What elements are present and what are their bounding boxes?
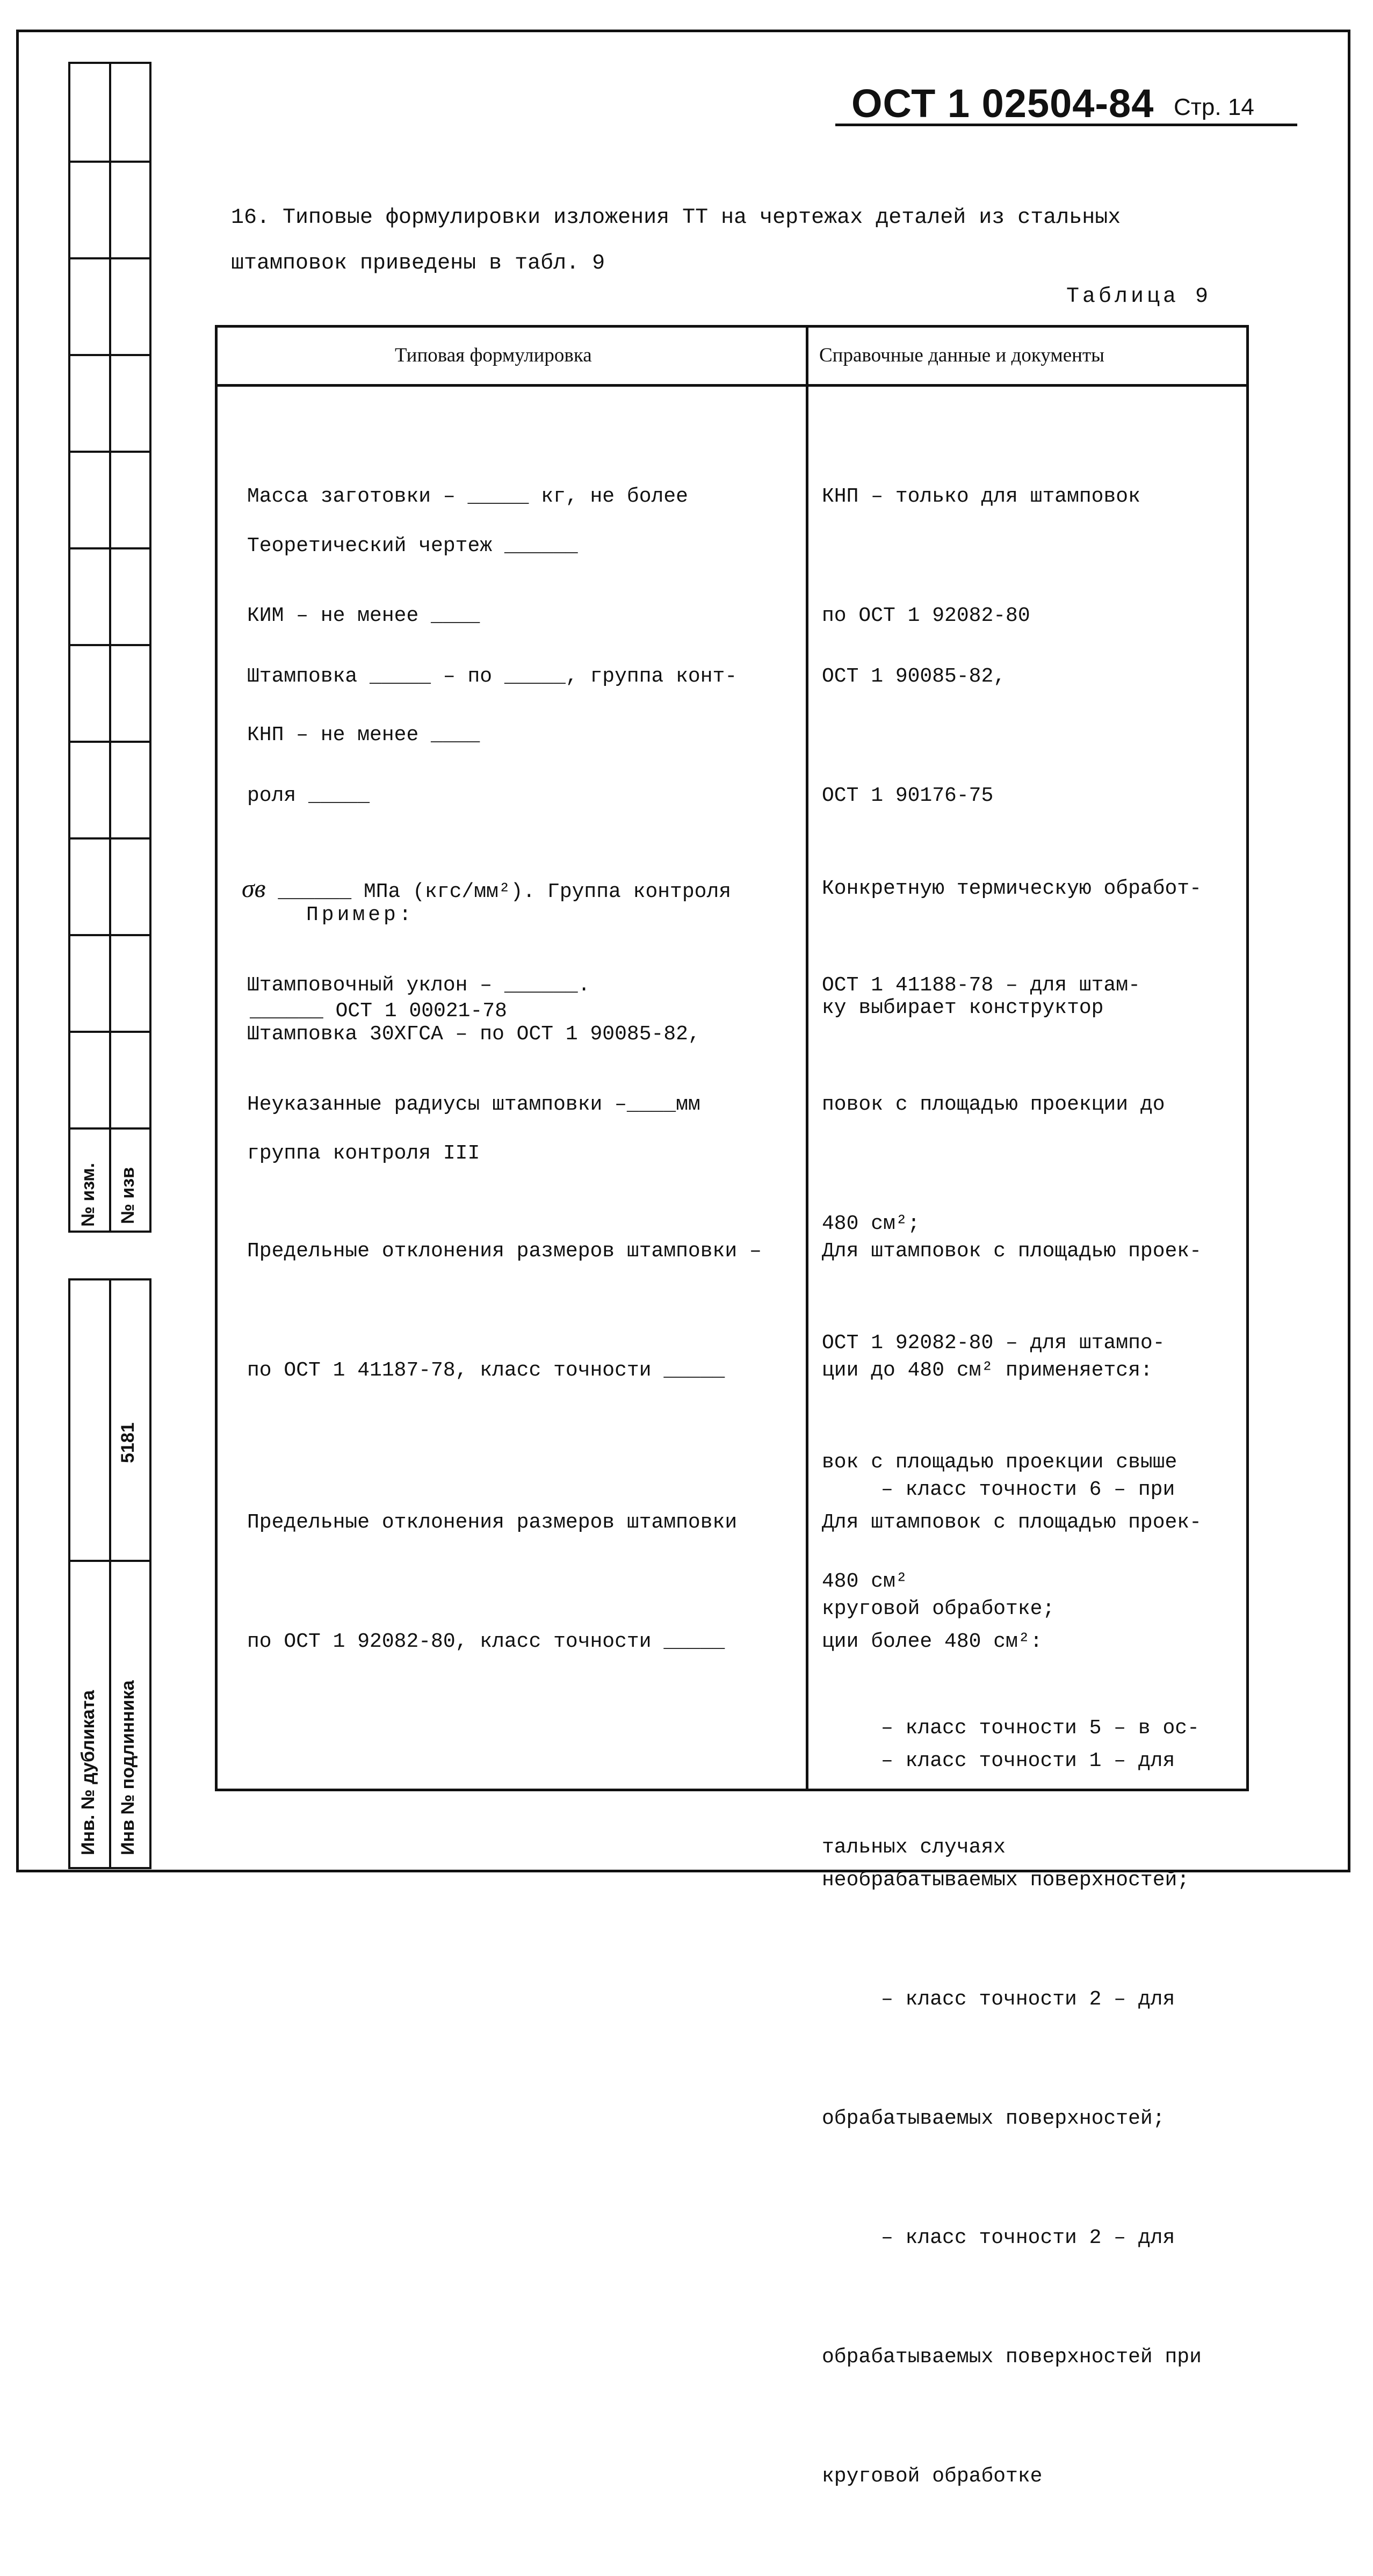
paragraph-line-1: 16. Типовые формулировки изложения ТТ на чертежах деталей из стальных	[231, 206, 1121, 230]
requirements-table	[215, 325, 1249, 2488]
row5-left: Штамповочный уклон – ______. Неуказанные радиусы штамповки –____мм	[247, 974, 700, 1116]
row4-left: σв ______ МПа (кгс/мм²). Группа контроля ______ ОСТ 1 00021-78	[242, 874, 732, 1023]
col-header-reference: Справочные данные и документы	[819, 344, 1104, 366]
row3-right: ОСТ 1 90085-82, ОСТ 1 90176-75	[822, 665, 1006, 807]
row4-right: Конкретную термическую обработ- ку выбирает конструктор	[822, 877, 1202, 1019]
margin-inv-podlinnika: Инв № подлинника	[118, 1680, 138, 1855]
header-underline	[835, 124, 1297, 126]
col-header-formulation: Типовая формулировка	[395, 344, 592, 366]
row7-right: Для штамповок с площадью проек- ции более 480 см²: – класс точности 1 – для необрабатываемых поверхностей; – класс точности 2 – для обрабатываемых поверхностей; – класс точности 2 – для обрабатываемых поверхностей при круговой обработке	[822, 1511, 1202, 2488]
paragraph-line-2: штамповок приведены в табл. 9	[231, 251, 605, 276]
doc-number: ОСТ 1 02504-84	[851, 81, 1154, 126]
sigma-symbol: σв	[242, 874, 266, 903]
row5-right: ОСТ 1 41188-78 – для штам- повок с площадью проекции до 480 см²; ОСТ 1 92082-80 – для штампо- вок с площадью проекции свыше 480 см²	[822, 974, 1177, 1593]
margin-strip-bottom	[68, 1278, 151, 1869]
row6-right: Для штамповок с площадью проек- ции до 480 см² применяется: – класс точности 6 – при круговой обработке; – класс точности 5 – в ос- тальных случаях	[822, 1240, 1202, 1859]
row7-left: Предельные отклонения размеров штамповки по ОСТ 1 92082-80, класс точности _____	[247, 1511, 738, 1653]
row1-right: КНП – только для штамповок по ОСТ 1 92082-80	[822, 485, 1140, 627]
margin-inv-number: 5181	[118, 1422, 138, 1463]
page-label: Стр. 14	[1174, 94, 1254, 120]
margin-num-izv: № изв	[118, 1167, 138, 1224]
margin-inv-dublikata: Инв. № дубликата	[78, 1690, 98, 1855]
row1-left: Масса заготовки – _____ кг, не более КИМ – не менее ____ КНП – не менее ____	[247, 485, 688, 747]
row3-left: Штамповка _____ – по _____, группа конт- роля _____ Пример: Штамповка 30ХГСА – по ОСТ 1 90085-82, группа контроля III	[247, 665, 738, 1165]
margin-strip-top	[68, 62, 151, 1233]
table-caption: Таблица 9	[1066, 285, 1212, 309]
row6-left: Предельные отклонения размеров штамповки – по ОСТ 1 41187-78, класс точности _____	[247, 1240, 762, 1382]
margin-num-izm: № изм.	[78, 1163, 98, 1227]
row2-left: Теоретический чертеж ______	[247, 534, 578, 558]
